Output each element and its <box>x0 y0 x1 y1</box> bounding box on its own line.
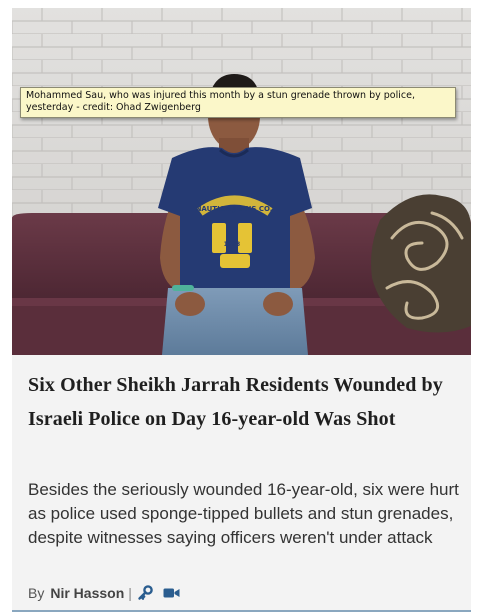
byline-prefix: By <box>28 585 45 601</box>
photo-illustration <box>12 8 471 355</box>
shirt-print-text: NAUTICA JEANS CO. <box>195 205 273 213</box>
author-link[interactable]: Nir Hasson <box>50 585 125 601</box>
article-summary[interactable]: Besides the seriously wounded 16-year-old, six were hurt as police used sponge-tipped bullets and stun grenades, despite witnesses saying officers weren't under attack <box>28 480 459 547</box>
byline <box>28 583 180 603</box>
video-camera-icon <box>163 586 180 600</box>
article-card[interactable] <box>12 8 471 612</box>
photo-caption-tooltip: Mohammed Sau, who was injured this month by a stun grenade thrown by police, yesterday - credit: Ohad Zwigenberg <box>20 87 456 118</box>
article-photo[interactable] <box>12 8 471 355</box>
article-headline[interactable]: Six Other Sheikh Jarrah Residents Wounded by Israeli Police on Day 16-year-old Was Shot <box>28 374 443 430</box>
byline-separator: | <box>128 585 132 601</box>
shirt-print-year: 1983 <box>223 241 241 248</box>
key-icon <box>137 585 153 601</box>
